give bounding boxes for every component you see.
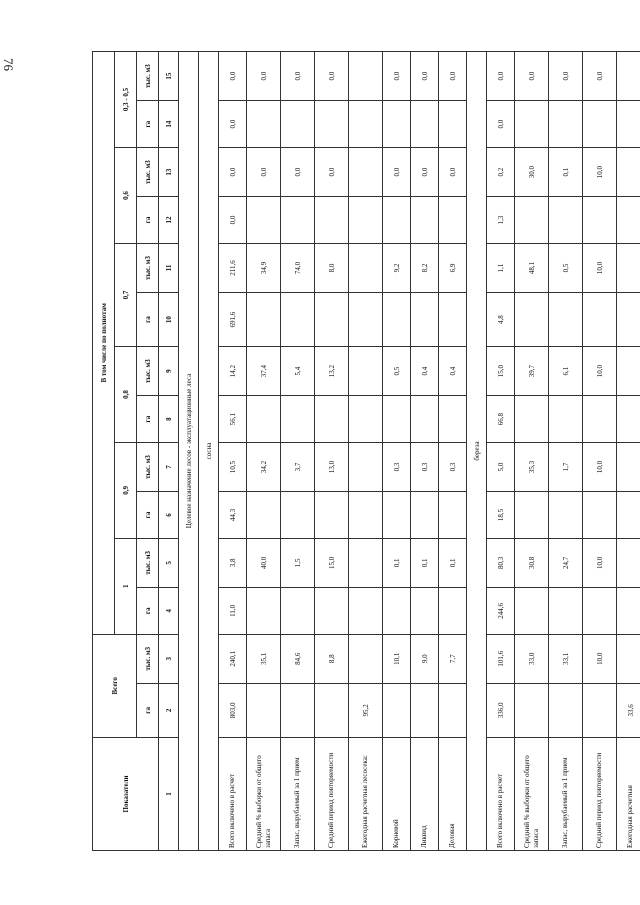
table-cell: 0,0 [439, 148, 467, 197]
table-cell [411, 396, 439, 443]
table-cell: 9,2 [383, 243, 411, 292]
table-cell [411, 587, 439, 634]
table-cell: 101,6 [487, 634, 515, 683]
unit-ha: га [137, 683, 159, 737]
table-cell: 48,1 [515, 243, 549, 292]
table-cell [617, 347, 640, 396]
table-cell: 0,0 [219, 101, 247, 148]
table-cell: 0,3 [411, 442, 439, 491]
table-cell: 30,8 [515, 538, 549, 587]
table-cell [617, 538, 640, 587]
table-cell: 10,0 [583, 538, 617, 587]
table-cell: 33,6 [617, 683, 640, 737]
species-title: береза [467, 52, 487, 851]
table-cell: 1,5 [281, 538, 315, 587]
table-cell: 95,2 [349, 683, 383, 737]
table-cell [439, 587, 467, 634]
table-cell [411, 293, 439, 347]
table-cell: 40,0 [247, 538, 281, 587]
table-cell: 84,6 [281, 634, 315, 683]
page-number: 76 [1, 58, 16, 71]
table-cell: 3,8 [219, 538, 247, 587]
table-row [549, 52, 583, 851]
row-label: Средний период повторяемости [315, 737, 349, 850]
table-cell: 803,0 [219, 683, 247, 737]
table-cell: 0,0 [247, 52, 281, 101]
table-cell [411, 101, 439, 148]
table-cell: 74,0 [281, 243, 315, 292]
table-cell: 15,0 [315, 538, 349, 587]
table-cell [411, 492, 439, 539]
row-label: Корневой [383, 737, 411, 850]
table-cell: 33,0 [515, 634, 549, 683]
row-label: Запас, вырубаемый за 1 прием [549, 737, 583, 850]
unit-m3: тыс. м3 [137, 538, 159, 587]
table-cell: 0,1 [411, 538, 439, 587]
table-cell [315, 587, 349, 634]
table-row [487, 52, 515, 851]
table-cell [549, 293, 583, 347]
table-cell: 0,0 [281, 148, 315, 197]
table-cell: 24,7 [549, 538, 583, 587]
unit-ha: га [137, 293, 159, 347]
table-cell: 10,0 [583, 347, 617, 396]
table-cell: 0,0 [549, 52, 583, 101]
table-cell [617, 148, 640, 197]
table-cell [549, 492, 583, 539]
table-cell: 15,0 [487, 347, 515, 396]
table-cell [411, 683, 439, 737]
table-cell [315, 293, 349, 347]
table-cell [549, 197, 583, 244]
table-cell [617, 396, 640, 443]
table-cell: 0,0 [487, 52, 515, 101]
table-cell: 33,1 [549, 634, 583, 683]
table-cell [583, 587, 617, 634]
table-cell: 35,3 [515, 442, 549, 491]
table-cell: 13,0 [315, 442, 349, 491]
table-cell: 8,2 [411, 243, 439, 292]
table-cell: 0,3 [439, 442, 467, 491]
table-cell: 240,1 [219, 634, 247, 683]
table-cell: 0,0 [247, 148, 281, 197]
table-cell [515, 293, 549, 347]
col-number: 12 [159, 197, 179, 244]
table-cell [315, 492, 349, 539]
table-cell: 0,1 [549, 148, 583, 197]
table-row [219, 52, 247, 851]
table-cell: 0,0 [515, 52, 549, 101]
table-cell [549, 101, 583, 148]
table-cell [583, 293, 617, 347]
unit-ha: га [137, 101, 159, 148]
table-cell [247, 293, 281, 347]
row-label: Ежегодная расчетная лесосека: [349, 737, 383, 850]
table-cell: 0,4 [439, 347, 467, 396]
table-cell: 0,3 [383, 442, 411, 491]
table-cell: 0,0 [411, 52, 439, 101]
species-row [199, 52, 219, 851]
col-number: 15 [159, 52, 179, 101]
col-number: 14 [159, 101, 179, 148]
table-cell [315, 197, 349, 244]
purpose-row [179, 52, 199, 851]
row-label: Всего включено в расчет [487, 737, 515, 850]
table-cell [617, 101, 640, 148]
table-cell [439, 197, 467, 244]
table-cell [439, 396, 467, 443]
col-number: 7 [159, 442, 179, 491]
table-cell: 8,8 [315, 634, 349, 683]
col-number: 4 [159, 587, 179, 634]
table-cell: 18,5 [487, 492, 515, 539]
table-cell: 39,7 [515, 347, 549, 396]
header-indicators: Показатели [93, 737, 159, 850]
table-cell [617, 243, 640, 292]
table-cell [383, 683, 411, 737]
table-cell [583, 101, 617, 148]
table-cell [247, 396, 281, 443]
table-cell: 34,9 [247, 243, 281, 292]
table-row [247, 52, 281, 851]
table-cell: 10,1 [383, 634, 411, 683]
table-row [281, 52, 315, 851]
table-cell: 0,0 [281, 52, 315, 101]
table-cell [281, 396, 315, 443]
table-cell: 7,7 [439, 634, 467, 683]
table-cell: 211,6 [219, 243, 247, 292]
table-cell [247, 101, 281, 148]
table-cell [349, 492, 383, 539]
table-body [179, 52, 640, 851]
unit-ha: га [137, 197, 159, 244]
table-cell: 0,1 [439, 538, 467, 587]
table-cell [515, 492, 549, 539]
table-cell: 0,0 [219, 148, 247, 197]
table-cell [515, 101, 549, 148]
table-cell [439, 683, 467, 737]
table-cell: 6,9 [439, 243, 467, 292]
purpose-title: Целевое назначение лесов - эксплуатационные леса [179, 52, 199, 851]
table-cell [349, 347, 383, 396]
table-cell [383, 492, 411, 539]
table-cell [281, 101, 315, 148]
table-cell: 10,0 [583, 634, 617, 683]
table-cell: 10,0 [583, 442, 617, 491]
unit-ha: га [137, 587, 159, 634]
table-cell [281, 683, 315, 737]
table-row [515, 52, 549, 851]
table-cell [439, 492, 467, 539]
table-cell [439, 293, 467, 347]
col-number: 9 [159, 347, 179, 396]
table-cell [349, 538, 383, 587]
table-cell [617, 492, 640, 539]
table-cell [349, 197, 383, 244]
unit-m3: тыс. м3 [137, 442, 159, 491]
table-row [349, 52, 383, 851]
header-total: Всего [93, 634, 137, 737]
table-cell [349, 396, 383, 443]
col-number: 1 [159, 737, 179, 850]
table-cell [617, 52, 640, 101]
table-cell: 35,1 [247, 634, 281, 683]
table-cell: 244,6 [487, 587, 515, 634]
table-cell: 3,7 [281, 442, 315, 491]
row-label: Запас, вырубаемый за 1 прием [281, 737, 315, 850]
table-cell: 13,2 [315, 347, 349, 396]
table-cell: 336,0 [487, 683, 515, 737]
table-cell [281, 587, 315, 634]
table-cell [515, 197, 549, 244]
col-number: 5 [159, 538, 179, 587]
table-cell [515, 396, 549, 443]
table-cell [583, 683, 617, 737]
table-cell: 30,0 [515, 148, 549, 197]
header-density-06: 0,6 [115, 148, 137, 244]
table-cell [515, 587, 549, 634]
table-cell: 8,0 [315, 243, 349, 292]
unit-ha: га [137, 492, 159, 539]
table-row [617, 52, 640, 851]
table-cell [383, 396, 411, 443]
table-cell [383, 101, 411, 148]
unit-header-row [137, 52, 159, 851]
table-cell: 691,6 [219, 293, 247, 347]
column-number-row [159, 52, 179, 851]
table-row [583, 52, 617, 851]
table-row [315, 52, 349, 851]
table-cell [383, 293, 411, 347]
header-density-03-05: 0,3 - 0,5 [115, 52, 137, 148]
table-cell: 0,0 [487, 101, 515, 148]
table-cell: 10,5 [219, 442, 247, 491]
table-cell: 0,1 [383, 538, 411, 587]
col-number: 3 [159, 634, 179, 683]
table-cell [349, 587, 383, 634]
table-cell: 1,7 [549, 442, 583, 491]
table-cell [583, 197, 617, 244]
table-cell [549, 683, 583, 737]
table-cell [349, 101, 383, 148]
col-number: 13 [159, 148, 179, 197]
table-cell [247, 492, 281, 539]
table-cell: 0,0 [411, 148, 439, 197]
table-cell: 5,4 [281, 347, 315, 396]
table-cell [617, 197, 640, 244]
table-cell: 44,3 [219, 492, 247, 539]
unit-m3: тыс. м3 [137, 347, 159, 396]
table-cell [247, 197, 281, 244]
row-label: Деловая [439, 737, 467, 850]
col-number: 11 [159, 243, 179, 292]
table-cell: 0,0 [383, 148, 411, 197]
table-cell: 0,4 [411, 347, 439, 396]
table-cell [281, 492, 315, 539]
table-cell: 80,3 [487, 538, 515, 587]
table-cell [617, 293, 640, 347]
header-density-09: 0,9 [115, 442, 137, 538]
col-number: 8 [159, 396, 179, 443]
table-cell [281, 293, 315, 347]
species-row [467, 52, 487, 851]
unit-ha: га [137, 396, 159, 443]
allowable-cut-table [92, 51, 640, 851]
table-cell: 0,2 [487, 148, 515, 197]
table-cell: 66,8 [487, 396, 515, 443]
table-cell [383, 587, 411, 634]
table-cell [515, 683, 549, 737]
header-density-1: 1 [115, 538, 137, 634]
row-label: Ликвид [411, 737, 439, 850]
header-density-07: 0,7 [115, 243, 137, 346]
row-label: Всего включено в расчет [219, 737, 247, 850]
table-cell: 14,2 [219, 347, 247, 396]
table-cell [349, 634, 383, 683]
table-cell: 10,0 [583, 148, 617, 197]
header-density-08: 0,8 [115, 347, 137, 443]
table-cell: 4,8 [487, 293, 515, 347]
table-cell: 11,0 [219, 587, 247, 634]
table-cell: 0,5 [383, 347, 411, 396]
table-cell: 0,0 [583, 52, 617, 101]
table-cell [315, 101, 349, 148]
table-row [383, 52, 411, 851]
table-cell [411, 197, 439, 244]
rotated-table-container [92, 51, 635, 851]
header-by-density: В том числе по полнотам [93, 52, 115, 635]
table-cell: 0,0 [439, 52, 467, 101]
table-cell [315, 683, 349, 737]
col-number: 2 [159, 683, 179, 737]
table-cell: 56,1 [219, 396, 247, 443]
row-label: Ежегодная расчетная [617, 737, 640, 850]
table-cell [349, 442, 383, 491]
table-cell [617, 442, 640, 491]
table-cell [583, 396, 617, 443]
unit-m3: тыс. м3 [137, 52, 159, 101]
table-cell: 6,1 [549, 347, 583, 396]
table-cell [617, 634, 640, 683]
table-cell [583, 492, 617, 539]
table-cell [439, 101, 467, 148]
table-cell [349, 243, 383, 292]
col-number: 6 [159, 492, 179, 539]
row-label: Средний % выборки от общего запаса [515, 737, 549, 850]
table-cell [383, 197, 411, 244]
table-cell [349, 293, 383, 347]
col-number: 10 [159, 293, 179, 347]
table-cell [247, 587, 281, 634]
table-cell: 0,0 [219, 52, 247, 101]
table-cell: 0,0 [219, 197, 247, 244]
table-cell: 1,1 [487, 243, 515, 292]
table-cell: 9,0 [411, 634, 439, 683]
table-cell: 0,0 [315, 52, 349, 101]
table-cell [281, 197, 315, 244]
table-cell: 0,0 [383, 52, 411, 101]
table-cell: 34,2 [247, 442, 281, 491]
table-cell [549, 396, 583, 443]
unit-m3: тыс. м3 [137, 243, 159, 292]
table-cell: 10,0 [583, 243, 617, 292]
table-cell: 0,0 [315, 148, 349, 197]
table-cell [349, 148, 383, 197]
table-cell: 0,5 [549, 243, 583, 292]
row-label: Средний % выборки от общего запаса [247, 737, 281, 850]
table-cell: 37,4 [247, 347, 281, 396]
unit-m3: тыс. м3 [137, 634, 159, 683]
table-cell: 5,0 [487, 442, 515, 491]
row-label: Средний период повторяемости [583, 737, 617, 850]
table-row [411, 52, 439, 851]
table-cell: 1,3 [487, 197, 515, 244]
table-cell [617, 587, 640, 634]
table-row [439, 52, 467, 851]
table-cell [549, 587, 583, 634]
table-cell [247, 683, 281, 737]
unit-m3: тыс. м3 [137, 148, 159, 197]
species-title: сосна [199, 52, 219, 851]
table-cell [349, 52, 383, 101]
table-cell [315, 396, 349, 443]
